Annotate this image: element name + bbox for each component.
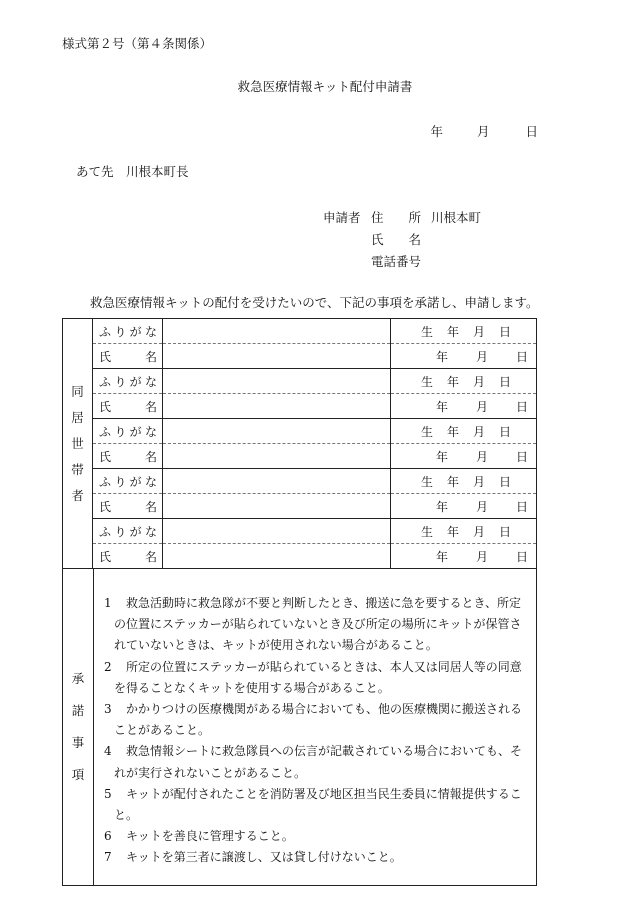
consent-item [104,847,530,868]
birthdate-label: 生 年 月 日 [391,369,537,394]
consent-side-char: 項 [71,767,85,782]
consent-item-text: ことがあること。 [114,723,211,738]
consent-item-text: キットを第三者に譲渡し、又は貸し付けないこと。 [126,850,402,865]
furigana-field[interactable] [163,319,391,344]
consent-item-text: キットを善良に管理すること。 [126,829,294,844]
furigana-label: ふ り が な [93,419,163,444]
phone-label: 電話番号 [371,254,422,269]
member-name-label: 氏 名 [93,394,163,419]
member-name-label: 氏 名 [93,344,163,369]
birthdate-label: 生 年 月 日 [391,419,537,444]
consent-item [104,699,530,741]
document-title: 救急医療情報キット配付申請書 [237,79,413,94]
consent-section [62,568,537,886]
consent-item-text: 救急情報シートに救急隊員への伝言が記載されている場合においても、そ [126,744,523,759]
furigana-field[interactable] [163,519,391,544]
date-month-label: 月 [476,124,490,139]
furigana-label: ふ り が な [93,469,163,494]
birthdate-field[interactable]: 年 月 日 [391,344,537,369]
applicant-label: 申請者 [323,210,361,225]
member-name-label: 氏 名 [93,544,163,569]
consent-item-text: を得ることなくキットを使用する場合があること。 [114,680,390,695]
birthdate-field[interactable]: 年 月 日 [391,394,537,419]
consent-item-text: の位置にステッカーが貼られていないとき及び所定の場所にキットが保管さ [114,617,522,632]
birthdate-field[interactable]: 年 月 日 [391,444,537,469]
form-number: 様式第２号（第４条関係） [62,36,213,51]
household-side-label: 同 居 世 帯 者 [63,319,93,569]
consent-side-char: 事 [71,735,85,750]
consent-side-char: 諾 [71,703,85,718]
birthdate-label: 生 年 月 日 [391,469,537,494]
consent-item [104,593,530,657]
consent-item-number: 3 [104,702,112,717]
furigana-label: ふ り が な [93,319,163,344]
consent-item [104,741,530,783]
consent-item-number: 4 [104,744,112,759]
furigana-field[interactable] [163,419,391,444]
consent-item [104,826,530,847]
date-day-label: 日 [525,124,538,139]
furigana-label: ふ り が な [93,369,163,394]
intro-statement: 救急医療情報キットの配付を受けたいので、下記の事項を承諾し、申請します。 [90,295,539,310]
birthdate-label: 生 年 月 日 [391,319,537,344]
consent-item-text: と。 [114,808,139,823]
household-table [62,318,537,569]
date-year-label: 年 [430,124,443,139]
furigana-field[interactable] [163,469,391,494]
consent-item-number: 5 [104,786,112,801]
birthdate-label: 生 年 月 日 [391,519,537,544]
member-name-label: 氏 名 [93,444,163,469]
name-label: 氏 名 [371,232,422,247]
furigana-field[interactable] [163,369,391,394]
consent-item-number: 2 [104,659,112,674]
consent-item-text: 救急活動時に救急隊が不要と判断したとき、搬送に急を要するとき、所定 [126,596,522,610]
consent-item-text: れが実行されないことがあること。 [114,765,307,780]
member-name-field[interactable] [163,444,391,469]
consent-item-text: キットが配付されたことを消防署及び地区担当民生委員に情報提供するこ [126,786,522,801]
consent-item-text: かかりつけの医療機関がある場合においても、他の医療機関に搬送される [126,702,523,717]
consent-item-number: 1 [104,596,112,610]
member-name-label: 氏 名 [93,494,163,519]
consent-side-label [63,569,94,885]
member-name-field[interactable] [163,544,391,569]
consent-side-char: 承 [71,671,85,686]
address-label: 住 所 [371,210,422,225]
consent-item-text: れていないときは、キットが使用されない場合があること。 [114,638,438,653]
birthdate-field[interactable]: 年 月 日 [391,494,537,519]
consent-item [104,657,530,699]
consent-item-number: 6 [104,829,112,844]
member-name-field[interactable] [163,394,391,419]
consent-item-text: 所定の位置にステッカーが貼られているときは、本人又は同居人等の同意 [126,659,522,674]
consent-item-number: 7 [104,850,112,865]
consent-items [94,569,536,885]
member-name-field[interactable] [163,344,391,369]
birthdate-field[interactable]: 年 月 日 [391,544,537,569]
application-date [404,122,538,140]
consent-item [104,784,530,826]
member-name-field[interactable] [163,494,391,519]
address-value[interactable]: 川根本町 [431,210,482,225]
applicant-block [323,207,481,273]
addressee: あて先 川根本町長 [76,164,189,179]
furigana-label: ふ り が な [93,519,163,544]
